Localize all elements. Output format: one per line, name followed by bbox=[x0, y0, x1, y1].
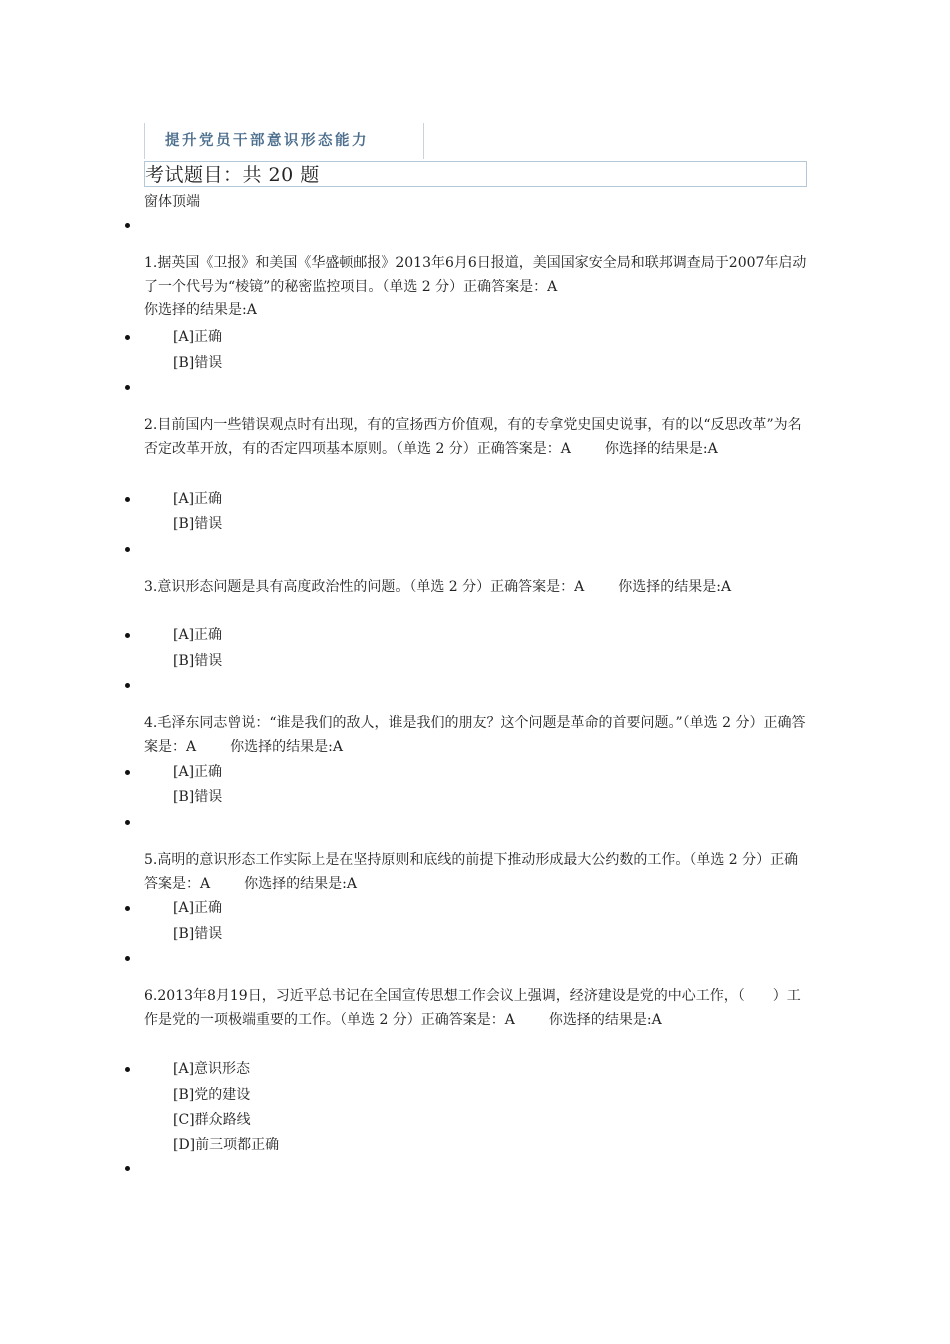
question-5-option-a[interactable]: [A]正确 bbox=[173, 900, 223, 916]
list-bullet bbox=[124, 768, 134, 778]
question-4-option-a[interactable]: [A]正确 bbox=[173, 764, 223, 780]
question-6-text: 6.2013年8月19日，习近平总书记在全国宣传思想工作会议上强调，经济建设是党的中心工作，（ ）工作是党的一项极端重要的工作。（单选 2 分）正确答案是：A 你选择的结果是:A bbox=[144, 988, 801, 1028]
question-2-text: 2.目前国内一些错误观点时有出现，有的宣扬西方价值观，有的专拿党史国史说事，有的以“反思改革”为名否定改革开放，有的否定四项基本原则。（单选 2 分）正确答案是：A 你选择的结果是:A bbox=[144, 417, 802, 457]
list-bullet bbox=[124, 495, 134, 505]
question-5-text: 5.高明的意识形态工作实际上是在坚持原则和底线的前提下推动形成最大公约数的工作。（单选 2 分）正确答案是：A 你选择的结果是:A bbox=[144, 852, 799, 892]
list-bullet bbox=[124, 221, 134, 231]
list-bullet bbox=[124, 631, 134, 641]
list-bullet bbox=[124, 383, 134, 393]
list-bullet bbox=[124, 818, 134, 828]
list-bullet bbox=[124, 954, 134, 964]
question-4-option-b[interactable]: [B]错误 bbox=[173, 789, 223, 805]
question-2-option-a[interactable]: [A]正确 bbox=[173, 491, 223, 507]
question-1-option-a[interactable]: [A]正确 bbox=[173, 329, 223, 345]
question-6-option-d[interactable]: [D]前三项都正确 bbox=[173, 1137, 280, 1153]
question-3-text: 3.意识形态问题是具有高度政治性的问题。（单选 2 分）正确答案是：A 你选择的结果是:A bbox=[144, 579, 732, 595]
form-top-label: 窗体顶端 bbox=[144, 194, 200, 210]
question-6-option-b[interactable]: [B]党的建设 bbox=[173, 1087, 251, 1103]
question-6-option-a[interactable]: [A]意识形态 bbox=[173, 1061, 251, 1077]
question-3-option-a[interactable]: [A]正确 bbox=[173, 627, 223, 643]
question-2-option-b[interactable]: [B]错误 bbox=[173, 516, 223, 532]
list-bullet bbox=[124, 333, 134, 343]
exam-header-text: 考试题目：共 20 题 bbox=[145, 164, 320, 186]
list-bullet bbox=[124, 1164, 134, 1174]
course-title-box bbox=[144, 123, 424, 159]
question-3-option-b[interactable]: [B]错误 bbox=[173, 653, 223, 669]
list-bullet bbox=[124, 1065, 134, 1075]
question-4-text: 4.毛泽东同志曾说：“谁是我们的敌人，谁是我们的朋友？这个问题是革命的首要问题。”（单选 2 分）正确答案是：A 你选择的结果是:A bbox=[144, 715, 806, 755]
list-bullet bbox=[124, 681, 134, 691]
question-6-option-c[interactable]: [C]群众路线 bbox=[173, 1112, 251, 1128]
list-bullet bbox=[124, 904, 134, 914]
question-1-text: 1.据英国《卫报》和美国《华盛顿邮报》2013年6月6日报道，美国国家安全局和联邦调查局于2007年启动了一个代号为“棱镜”的秘密监控项目。（单选 2 分）正确答案是：A 你选择的结果是:A bbox=[144, 255, 807, 318]
question-5-option-b[interactable]: [B]错误 bbox=[173, 926, 223, 942]
course-title: 提升党员干部意识形态能力 bbox=[165, 133, 369, 149]
question-1-option-b[interactable]: [B]错误 bbox=[173, 355, 223, 371]
list-bullet bbox=[124, 545, 134, 555]
exam-header bbox=[144, 161, 807, 187]
